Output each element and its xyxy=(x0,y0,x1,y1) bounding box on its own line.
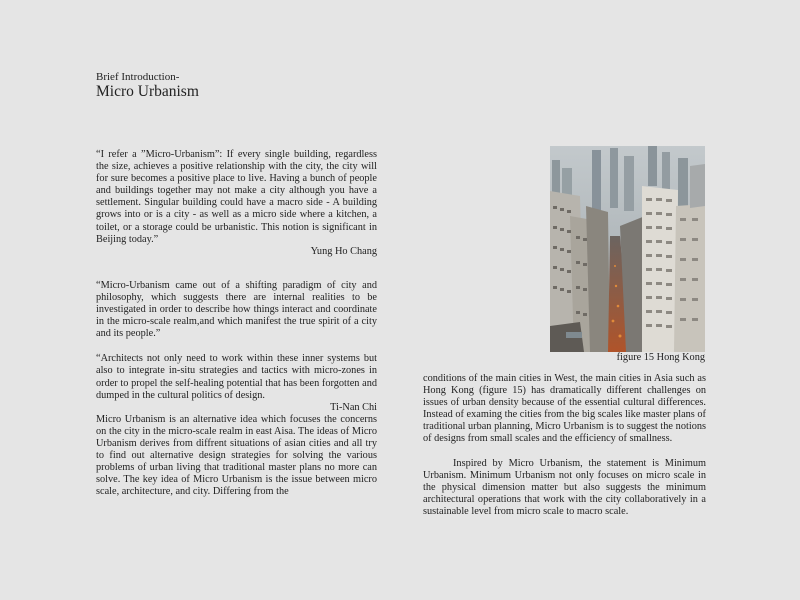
quote-author: Yung Ho Chang xyxy=(310,245,377,257)
page-title: Micro Urbanism xyxy=(96,83,199,100)
hong-kong-street-photo xyxy=(550,146,705,352)
quote-block xyxy=(96,149,377,258)
body-paragraph: Micro Urbanism is an alternative idea which focuses the concerns on the city in the micro-scale realm in east Aisa. The ideas of Micro Urbanism derives from diffrent situations of asian cities and all try to find out alternative design strategies for solving the various problems of urban living that traditional master plans no more can solve. The key idea of Micro Urbanism is the issue between micro scale, architecture, and city. Differing from the xyxy=(96,413,377,498)
right-column xyxy=(423,373,706,518)
intro-label: Brief Introduction- xyxy=(96,71,180,83)
body-paragraph: conditions of the main cities in West, the main cities in Asia such as Hong Kong (figure 15) has dramatically different challenges on issues of urban density because of the essential cultural differences. Instead of examing the cities from the big scales like master plans of traditional urban planning, Micro Urbanism is to suggest the notions of designs from small scales and the efficiency of smallness. xyxy=(423,373,706,445)
body-paragraph: Inspired by Micro Urbanism, the statement is Minimum Urbanism. Minimum Urbanism not only focuses on micro scale in the physical dimension matter but also suggests the minimum architectural operations that work with the city collaboratively in a sustainable level from micro scale to macro scale. xyxy=(423,457,706,517)
quote-text: “Micro-Urbanism came out of a shifting paradigm of city and philosophy, which suggests there are internal realities to be investigated in order to describe how things interact and coordinate in the micro-scale realm,and which manifest the true spirit of a city and its people.” xyxy=(96,279,377,340)
figure-caption: figure 15 Hong Kong xyxy=(616,352,705,363)
quote-author: Ti-Nan Chi xyxy=(330,401,377,413)
left-column xyxy=(96,149,377,498)
quote-text: “I refer a ”Micro-Urbanism”: If every single building, regardless the size, achieves a positive relationship with the city, the city will for sure becomes a positive place to live. Having a bunch of people and buildings together may not make a city although you have a settlement. Singular building could have a macro side - A building grows into or is a city - as well as a micro side where a kitchen, a toilet, or a storage could be urbanistic. This notion is significant in Beijing today.” xyxy=(96,149,377,245)
quote-block xyxy=(96,353,377,413)
quote-text: “Architects not only need to work within these inner systems but also to integrate in-situ strategies and tactics with micro-zones in order to propel the self-healing potential that has been forgotten and dumped in the cultural politics of design. xyxy=(96,353,377,401)
quote-block xyxy=(96,280,377,340)
